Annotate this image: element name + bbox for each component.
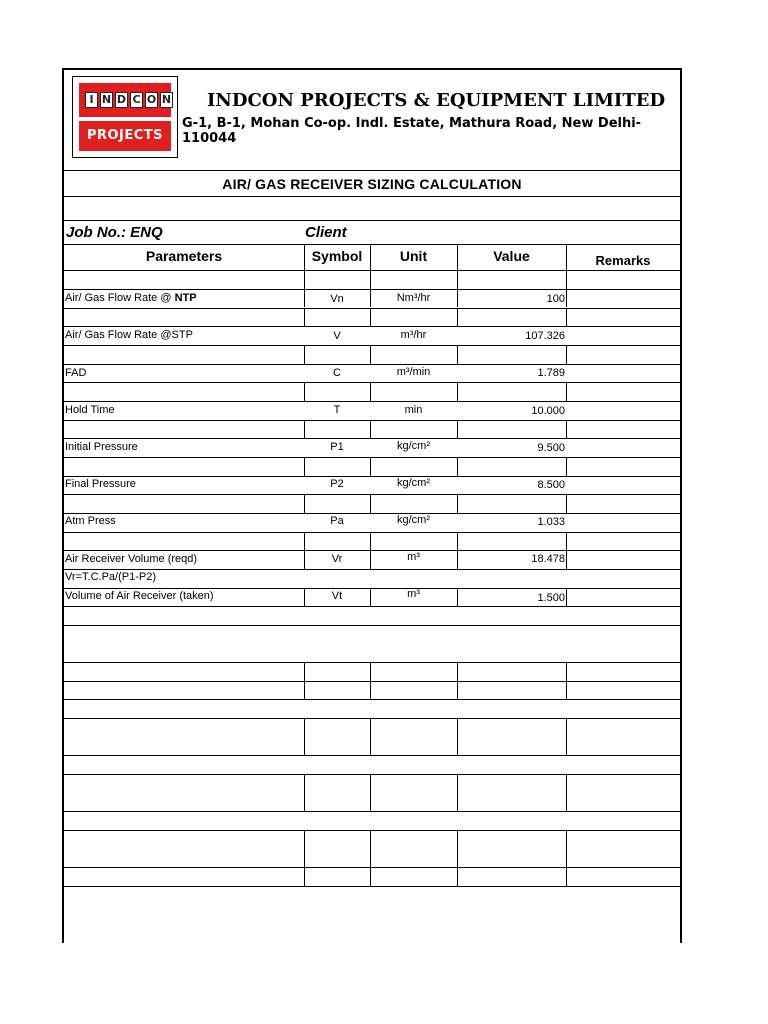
row-divider (64, 755, 680, 756)
logo-letter: I (85, 92, 98, 108)
symbol-cell: P2 (330, 478, 344, 490)
param-cell: Air/ Gas Flow Rate @STP (65, 329, 193, 341)
row-divider (64, 308, 680, 309)
row-divider (64, 569, 680, 570)
row-divider (64, 699, 680, 700)
unit-cell: m³/hr (400, 329, 427, 341)
formula-note: Vr=T.C.Pa/(P1-P2) (65, 571, 156, 583)
row-divider (64, 345, 680, 346)
symbol-cell: V (333, 330, 341, 342)
row-divider (64, 774, 680, 775)
param-cell: Atm Press (65, 515, 116, 527)
param-cell: Air Receiver Volume (reqd) (65, 553, 198, 565)
symbol-cell: P1 (330, 441, 344, 453)
col-header-symbol: Symbol (311, 248, 363, 264)
client-label: Client (305, 224, 347, 241)
row-divider (64, 867, 680, 868)
row-divider (64, 326, 680, 327)
row-divider (64, 270, 680, 271)
param-cell: Final Pressure (65, 478, 136, 490)
param-cell: FAD (65, 367, 87, 379)
row-divider (64, 811, 680, 812)
symbol-cell: Vr (331, 553, 343, 565)
value-cell: 100 (546, 293, 565, 305)
row-divider (64, 382, 680, 383)
row-divider (64, 494, 680, 495)
row-divider (64, 830, 680, 831)
value-cell: 1.789 (537, 367, 565, 379)
unit-cell: m³ (407, 588, 420, 600)
unit-cell: m³/min (396, 366, 431, 378)
value-cell: 107.326 (525, 330, 565, 342)
value-cell: 9.500 (537, 442, 565, 454)
value-cell: 8.500 (537, 479, 565, 491)
row-divider (64, 532, 680, 533)
unit-cell: kg/cm² (397, 514, 430, 526)
logo-letter: C (130, 92, 143, 108)
unit-cell: m³ (407, 551, 420, 563)
logo-letters (85, 92, 173, 108)
param-cell: Hold Time (65, 404, 115, 416)
row-divider (64, 420, 680, 421)
col-header-unit: Unit (399, 248, 428, 264)
row-divider (64, 718, 680, 719)
symbol-cell: Vn (330, 293, 344, 305)
company-name: INDCON PROJECTS & EQUIPMENT LIMITED (207, 90, 666, 111)
param-cell: Volume of Air Receiver (taken) (65, 590, 214, 602)
unit-cell: kg/cm² (397, 477, 430, 489)
row-divider (64, 886, 680, 887)
unit-cell: Nm³/hr (396, 292, 431, 304)
col-header-remarks: Remarks (595, 253, 651, 268)
row-divider (64, 289, 680, 290)
job-no-label: Job No.: ENQ (66, 224, 163, 241)
document-title: AIR/ GAS RECEIVER SIZING CALCULATION (222, 176, 522, 192)
value-cell: 10.000 (531, 405, 565, 417)
row-divider (64, 625, 680, 626)
unit-cell: min (404, 404, 423, 416)
param-cell: Air/ Gas Flow Rate @ NTP (65, 292, 197, 304)
value-cell: 18.478 (531, 553, 565, 565)
symbol-cell: T (333, 404, 341, 416)
company-logo (72, 76, 178, 158)
row-divider (64, 196, 680, 197)
logo-letter: D (116, 93, 127, 106)
col-header-parameters: Parameters (145, 248, 223, 264)
row-divider (64, 170, 680, 171)
sheet-border-right (680, 68, 682, 943)
param-cell: Initial Pressure (65, 441, 138, 453)
row-divider (64, 606, 680, 607)
row-divider (64, 401, 680, 402)
row-divider (64, 244, 680, 245)
value-cell: 1.500 (537, 592, 565, 604)
symbol-cell: C (333, 367, 341, 379)
col-header-value: Value (493, 248, 530, 264)
row-divider (64, 662, 680, 663)
row-divider (64, 681, 680, 682)
sheet-border-top (62, 68, 682, 70)
symbol-cell: Vt (331, 590, 343, 602)
calculation-sheet (62, 68, 682, 948)
logo-letter: N (101, 93, 112, 106)
row-divider (64, 457, 680, 458)
logo-letter: N (161, 93, 172, 106)
row-divider (64, 220, 680, 221)
company-address: G-1, B-1, Mohan Co-op. Indl. Estate, Mathura Road, New Delhi-110044 (182, 116, 642, 146)
value-cell: 1.033 (537, 516, 565, 528)
unit-cell: kg/cm² (397, 440, 430, 452)
logo-letter: O (146, 93, 157, 106)
symbol-cell: Pa (330, 515, 344, 527)
logo-projects-text: PROJECTS (79, 121, 171, 151)
